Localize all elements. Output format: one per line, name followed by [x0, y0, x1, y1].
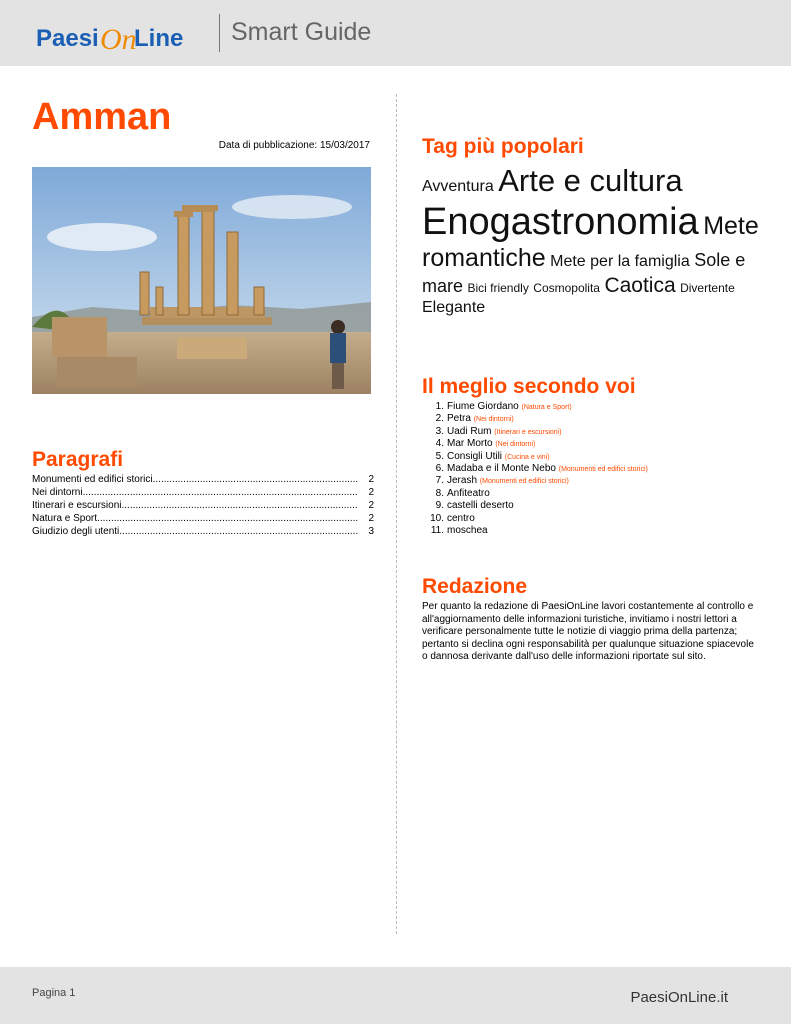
tag-link[interactable]: Mete per la famiglia [550, 253, 690, 271]
best-item-category: (Natura e Sport) [521, 404, 572, 411]
best-item-number: 3. [435, 425, 444, 437]
tag-link[interactable]: Cosmopolita [533, 280, 600, 295]
tags-heading: Tag più popolari [422, 135, 584, 158]
best-item-name[interactable]: Fiume Giordano [447, 401, 519, 412]
best-item-number: 5. [435, 450, 444, 462]
redazione-text: Per quanto la redazione di PaesiOnLine lavori costantemente al controllo e all'aggiornamento delle informazioni turistiche, invitiamo i nostri lettori a verificare personalmente tutte le notizie di viaggio prima della partenza; pertanto si declina ogni responsabilità per qualunque situazione spiacevole o dannosa derivante dall'uso delle informazioni riportate sul sito. [422, 601, 754, 663]
page-number: Pagina 1 [32, 987, 76, 999]
best-item[interactable] [422, 438, 648, 450]
best-item-category: (Monumenti ed edifici storici) [558, 465, 648, 473]
best-item-number: 4. [435, 438, 444, 450]
redazione-heading: Redazione [422, 575, 528, 598]
publication-date: Data di pubblicazione: 15/03/2017 [218, 140, 370, 151]
best-heading: Il meglio secondo voi [422, 375, 636, 398]
column-divider [396, 94, 397, 934]
toc-row[interactable] [32, 473, 374, 486]
toc-label[interactable]: Natura e Sport [32, 513, 98, 524]
best-item[interactable] [422, 451, 648, 463]
toc-row[interactable] [32, 486, 374, 499]
tag-cloud [422, 163, 767, 318]
header-separator [219, 14, 220, 52]
best-item-name[interactable]: Consigli Utili [447, 450, 503, 462]
tag-link[interactable]: Caotica [604, 273, 676, 297]
best-item-name[interactable]: Petra [447, 413, 471, 425]
best-item-name[interactable]: Mar Morto [447, 438, 493, 450]
best-item-category: (Nei dintorni) [495, 441, 536, 449]
page-header [0, 0, 791, 66]
toc-row[interactable] [32, 499, 374, 512]
toc-page-number: 2 [368, 487, 374, 498]
best-item-name[interactable]: castelli deserto [447, 500, 514, 512]
best-item-number: 2. [435, 413, 444, 425]
best-item-number: 11. [430, 524, 444, 536]
toc-row[interactable] [32, 525, 374, 538]
best-item[interactable] [422, 500, 648, 512]
toc-leader-dots [153, 473, 358, 486]
toc-leader-dots [119, 525, 358, 538]
best-item-number: 1. [435, 401, 444, 412]
svg-text:On: On [100, 23, 137, 56]
paragrafi-toc [32, 473, 374, 538]
best-list [422, 401, 648, 537]
best-item-name[interactable]: Madaba e il Monte Nebo [447, 462, 556, 474]
page-title: Amman [32, 96, 172, 138]
best-item-name[interactable]: moschea [447, 524, 488, 536]
paesionline-logo[interactable] [36, 16, 199, 56]
best-item[interactable] [422, 413, 648, 425]
toc-leader-dots [97, 512, 358, 525]
best-item-name[interactable]: Uadi Rum [447, 425, 492, 437]
best-item[interactable] [422, 401, 648, 413]
amman-photo [32, 167, 371, 394]
tag-link[interactable]: Arte e cultura [498, 163, 683, 198]
best-item-category: (Monumenti ed edifici storici) [479, 478, 569, 486]
footer-site-link[interactable]: PaesiOnLine.it [630, 989, 728, 1006]
best-item-name[interactable]: centro [447, 512, 475, 524]
toc-label[interactable]: Itinerari e escursioni [32, 500, 122, 511]
toc-row[interactable] [32, 512, 374, 525]
toc-leader-dots [83, 486, 358, 499]
best-item-number: 10. [430, 512, 444, 524]
toc-label[interactable]: Monumenti ed edifici storici [32, 474, 153, 485]
tag-link[interactable]: Enogastronomia [422, 200, 699, 243]
svg-text:Paesi: Paesi [36, 25, 99, 52]
header-subtitle: Smart Guide [231, 18, 372, 46]
best-item-category: (Cucina e vini) [504, 453, 550, 461]
best-item-number: 9. [435, 500, 444, 512]
best-item-number: 8. [435, 487, 444, 499]
tag-link[interactable]: Divertente [680, 280, 735, 295]
best-item[interactable] [422, 488, 648, 500]
toc-page-number: 3 [368, 526, 374, 537]
best-item[interactable] [422, 463, 648, 475]
best-item-name[interactable]: Anfiteatro [447, 487, 490, 499]
toc-page-number: 2 [368, 513, 374, 524]
best-item[interactable] [422, 475, 648, 487]
tag-link[interactable]: Elegante [422, 298, 486, 316]
tag-link[interactable]: Bici friendly [467, 280, 529, 295]
tag-link[interactable]: Avventura [422, 178, 494, 195]
best-item-number: 7. [435, 475, 444, 487]
best-item-number: 6. [435, 462, 444, 474]
best-item[interactable] [422, 513, 648, 525]
page-footer [0, 967, 791, 1024]
tag-link[interactable]: Sole e mare [422, 250, 746, 296]
best-item-category: (Itinerari e escursioni) [494, 428, 562, 436]
toc-leader-dots [121, 499, 358, 512]
paragrafi-heading: Paragrafi [32, 448, 124, 471]
toc-page-number: 2 [368, 500, 374, 511]
toc-page-number: 2 [368, 474, 374, 485]
best-item-name[interactable]: Jerash [447, 475, 478, 487]
best-item-category: (Nei dintorni) [473, 416, 514, 424]
toc-label[interactable]: Giudizio degli utenti [32, 526, 120, 537]
best-item[interactable] [422, 426, 648, 438]
tag-link[interactable]: Mete romantiche [422, 211, 759, 273]
best-item[interactable] [422, 525, 648, 537]
toc-label[interactable]: Nei dintorni [32, 487, 83, 498]
svg-text:Line: Line [134, 25, 184, 52]
